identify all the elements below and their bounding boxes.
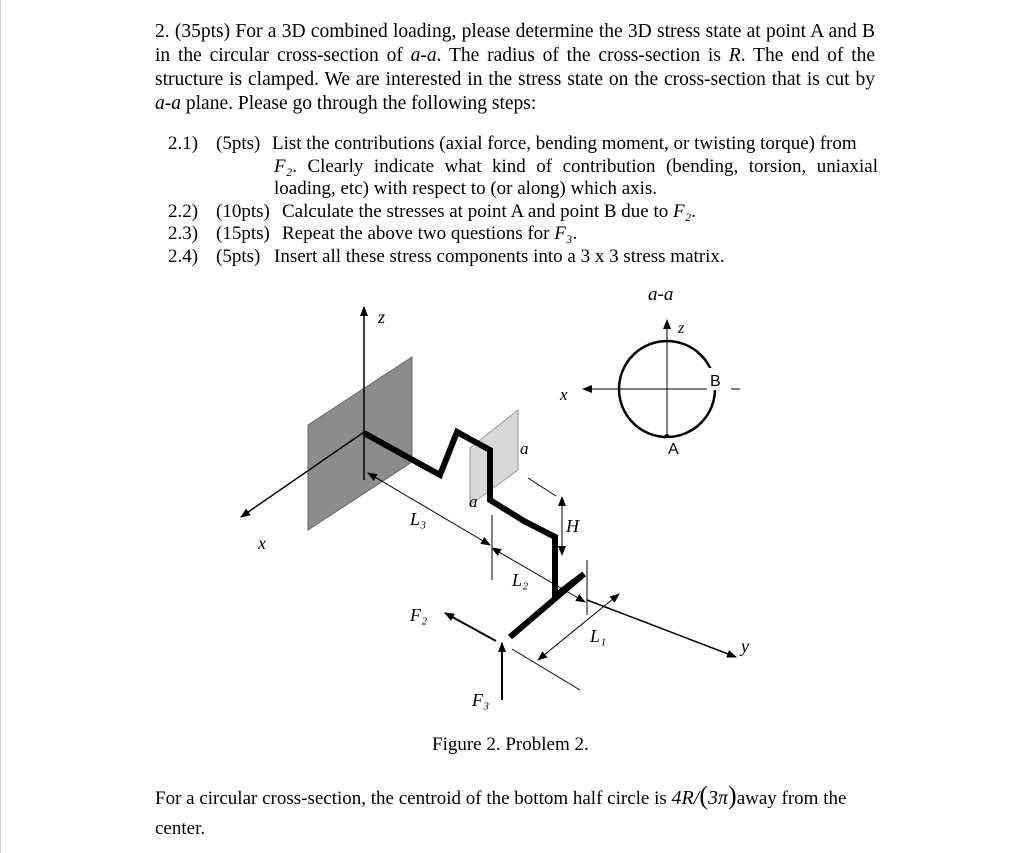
step-points: (10pts): [216, 200, 270, 222]
step-item: 2.1) (5pts) List the contributions (axial force, bending moment, or twisting torque) from F₂. Clearly indicate what kind of contribution (bending, torsion, uniaxial loading, etc) with respect to (or along) which axis.: [168, 133, 879, 199]
f2-label: F₂: [410, 605, 428, 625]
figure-caption: Figure 2. Problem 2.: [432, 734, 589, 755]
step-text: List the contributions (axial force, bending moment, or twisting torque) from: [272, 133, 857, 154]
section-z-label: z: [678, 320, 685, 337]
section-label: a-a: [410, 45, 437, 66]
dimension-l2: [492, 548, 585, 602]
note-text: For a circular cross-section, the centroid of the bottom half circle is: [155, 788, 667, 809]
step-number: 2.4): [168, 245, 199, 267]
step-text: Insert all these stress components into a 3 x 3 stress matrix.: [274, 245, 725, 267]
step-text: Repeat the above two questions for: [282, 223, 550, 244]
step-text-end: .: [691, 200, 696, 222]
problem-sentence-2a: . The radius of the cross-section is: [436, 45, 721, 66]
l1-label: L₁: [590, 626, 607, 646]
problem-sentence-2b: . The end of the structure is clamped. We are interested in the stress state on the cross-section that is cut by: [155, 45, 876, 90]
formula-slash: /: [693, 787, 700, 809]
z-axis-label: z: [378, 307, 386, 327]
h-label: H: [566, 516, 579, 536]
formula-denominator: 3π: [707, 787, 729, 809]
f3-label: F₃: [472, 690, 490, 710]
extension-line: [528, 478, 556, 496]
extension-line: [512, 649, 580, 690]
x-axis-label: x: [258, 533, 266, 553]
step-text-continued: Clearly indicate what kind of contribution (bending, torsion, uniaxial loading, etc) with respect to (or along) which axis.: [274, 155, 879, 199]
section-x-label: x: [560, 385, 568, 404]
point-b-label: B: [710, 373, 721, 390]
l3-label: L₃: [410, 509, 427, 529]
formula-numerator: 4R: [671, 787, 694, 809]
step-points: (15pts): [216, 223, 270, 244]
step-force: F₃: [554, 223, 573, 244]
centroid-formula: 4R/(3π): [671, 781, 737, 810]
section-label-2: a-a: [155, 93, 181, 114]
step-text-end: .: [572, 223, 578, 244]
centroid-note: [155, 781, 875, 844]
clamped-wall: [308, 357, 412, 530]
step-force: F₂: [274, 155, 293, 177]
step-number: 2.2): [168, 200, 199, 222]
y-axis-label: y: [741, 636, 749, 656]
section-title: a-a: [648, 284, 674, 305]
point-a-label: A: [668, 441, 679, 458]
problem-sentence-3: plane. Please go through the following steps:: [185, 93, 537, 114]
cut-label-lower: a: [469, 492, 478, 511]
y-axis: [587, 600, 736, 657]
step-number: 2.3): [168, 223, 199, 244]
l2-label: L₂: [512, 570, 529, 590]
step-points: (5pts): [216, 133, 261, 154]
section-plane: [470, 410, 518, 505]
step-text: Calculate the stresses at point A and point B due to: [282, 200, 669, 222]
step-points: (5pts): [216, 245, 261, 267]
problem-header: 2. (35pts) For a 3D combined loading, please determine the 3D stress state at point A and B in the circular cross-section of: [155, 21, 875, 66]
radius-symbol: R: [728, 45, 741, 66]
note-text-end: away from the center.: [155, 788, 847, 839]
cut-label-upper: a: [520, 439, 529, 458]
force-f2-arrow: [445, 613, 496, 641]
step-number: 2.1): [168, 133, 199, 154]
step-force: F₂: [673, 200, 692, 222]
